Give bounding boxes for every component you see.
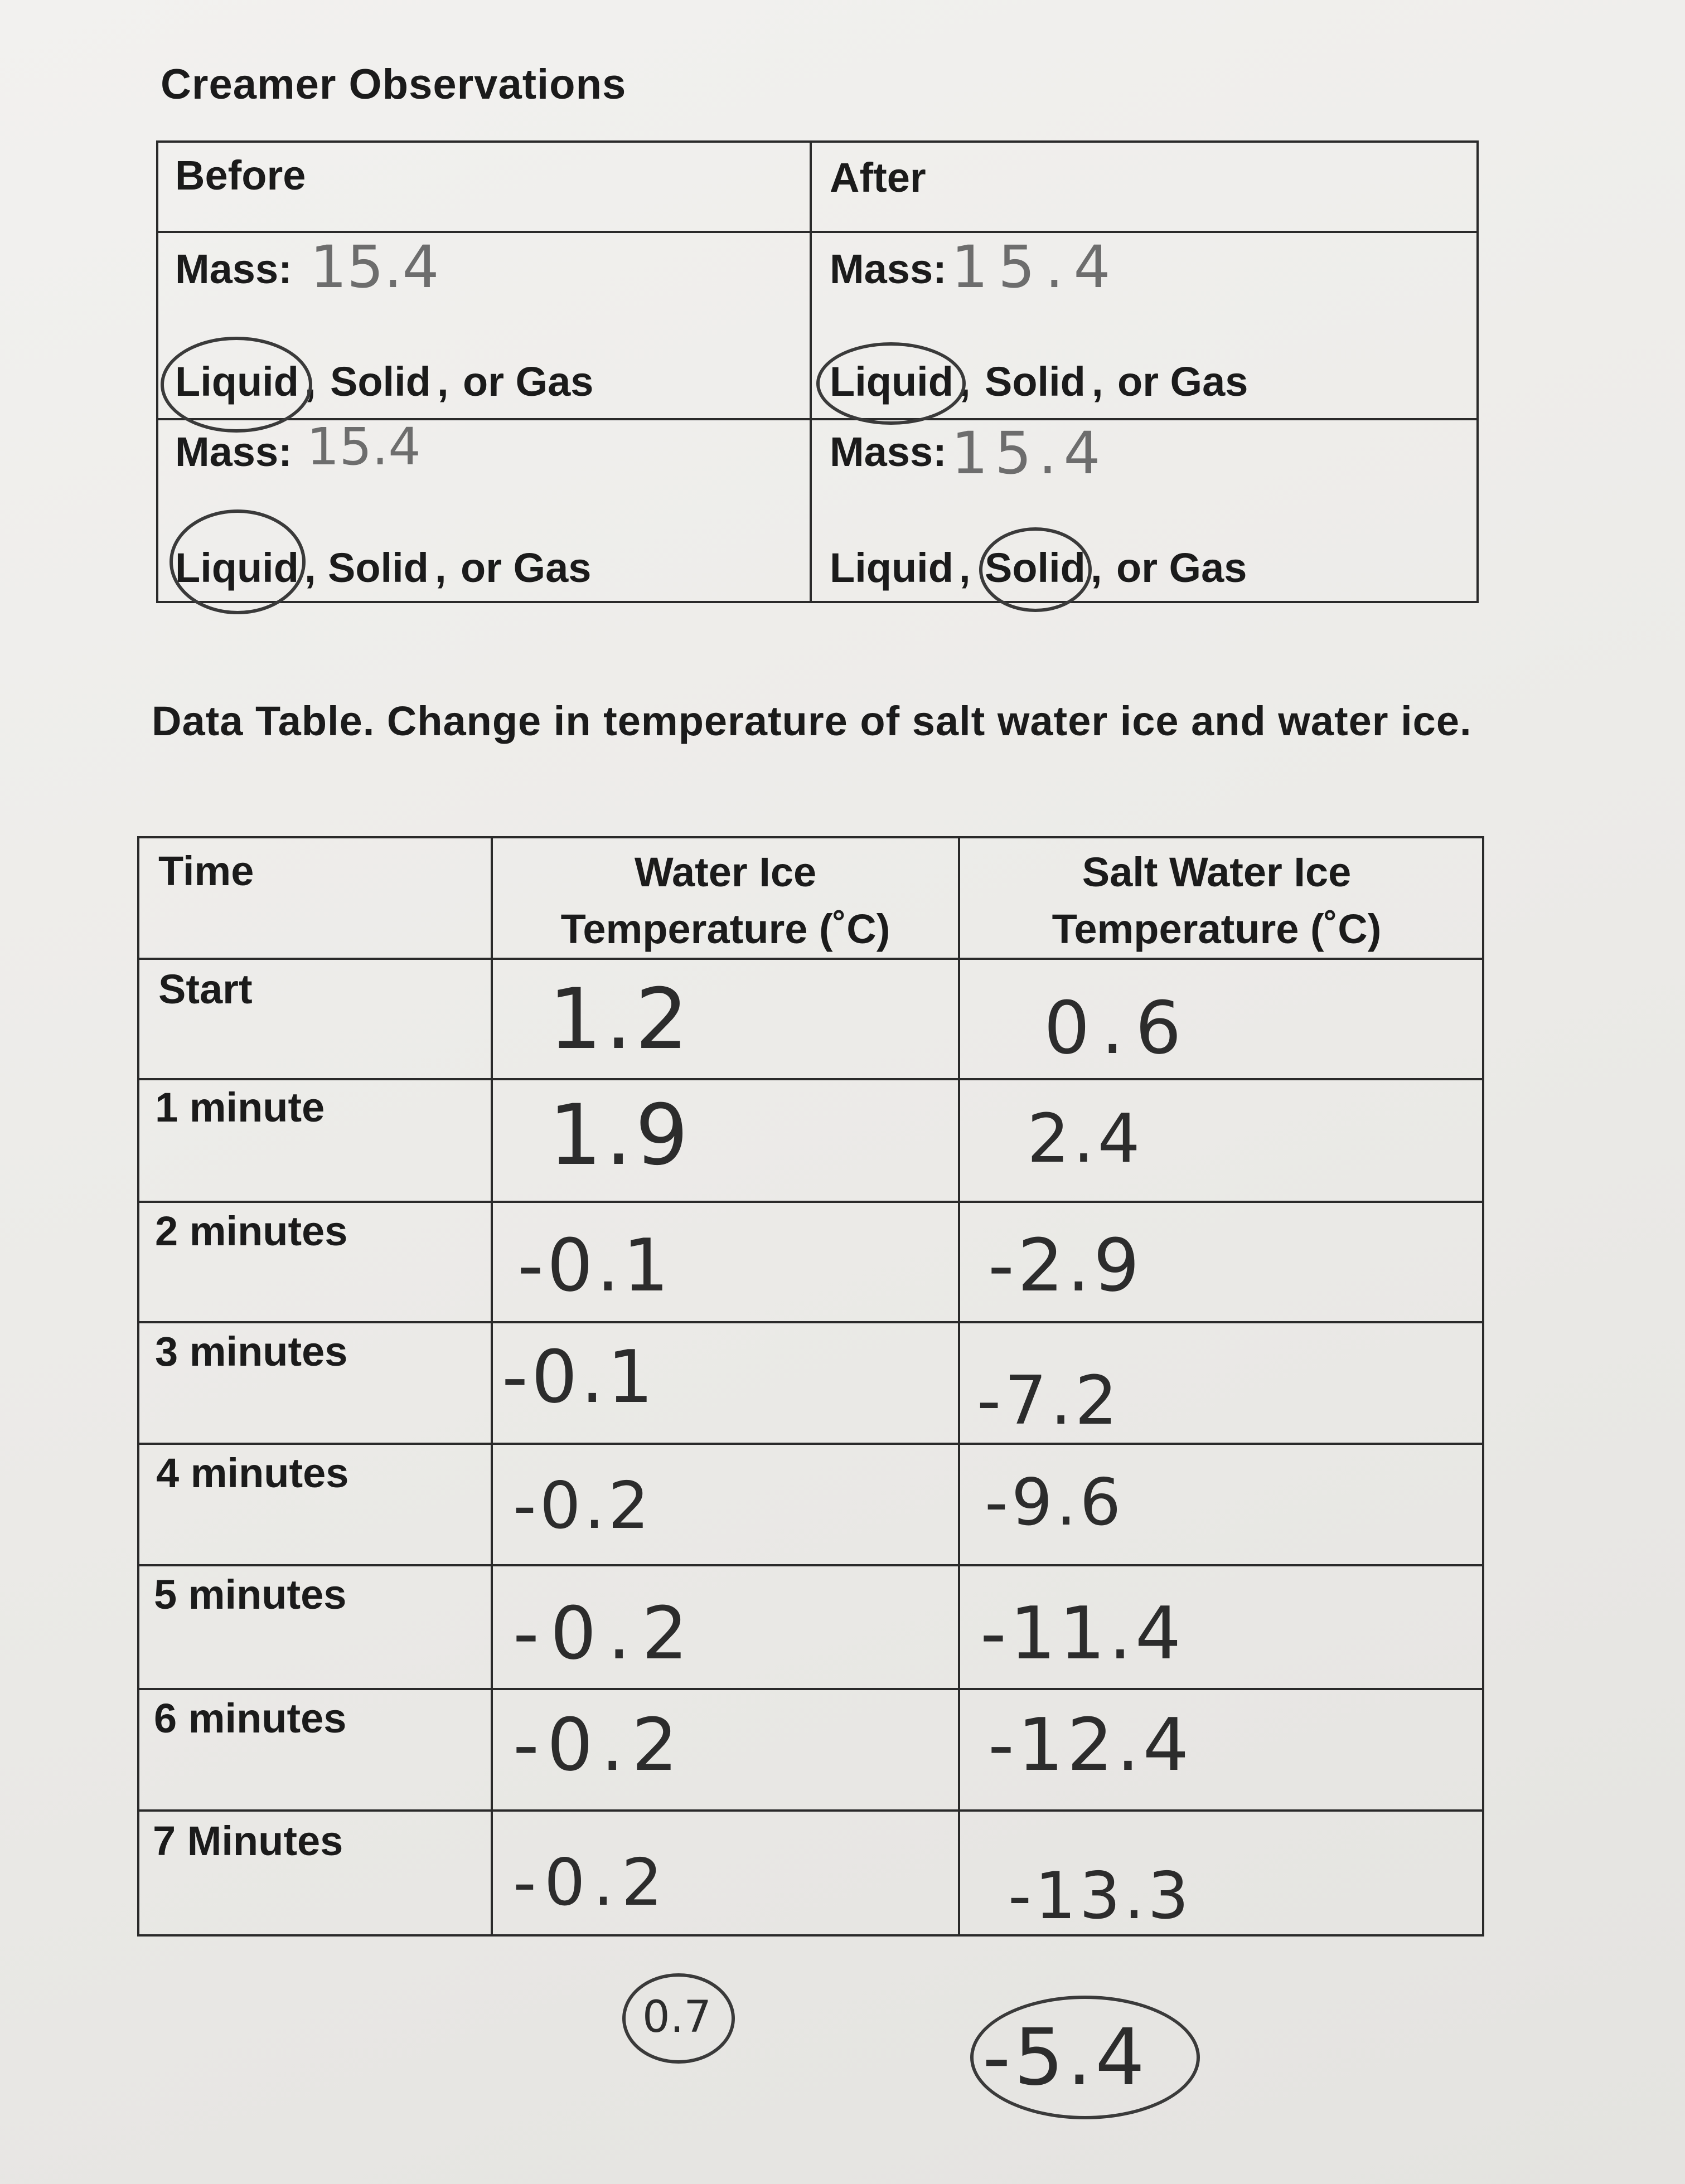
state-option-gas: or Gas xyxy=(1117,358,1248,405)
water-temp-cell xyxy=(492,1444,959,1565)
before-mass-value-2: 15.4 xyxy=(307,417,421,477)
comma: , xyxy=(435,545,447,591)
time-cell xyxy=(138,1079,492,1202)
comma: , xyxy=(959,545,971,591)
time-label: Start xyxy=(158,966,253,1012)
state-option-liquid: Liquid xyxy=(830,545,953,591)
water-temp-cell xyxy=(492,1565,959,1689)
salt-temp-value: -7.2 xyxy=(977,1362,1121,1440)
time-label: 3 minutes xyxy=(155,1328,348,1375)
salt-temp-value: -13.3 xyxy=(1008,1858,1193,1934)
after-header: After xyxy=(830,154,926,201)
salt-temp-value: 2.4 xyxy=(1027,1100,1144,1178)
state-option-gas: or Gas xyxy=(461,545,592,591)
comma: , xyxy=(959,358,971,405)
salt-temp-value: -11.4 xyxy=(980,1591,1185,1676)
time-cell xyxy=(138,1689,492,1811)
before-header-cell xyxy=(157,142,811,232)
salt-temp-value: -9.6 xyxy=(985,1465,1125,1540)
water-temp-value: -0.1 xyxy=(517,1223,672,1308)
salt-temp-cell xyxy=(959,1811,1483,1935)
state-option-liquid: Liquid xyxy=(175,358,299,405)
salt-header-line1: Salt Water Ice xyxy=(1082,849,1352,895)
time-cell xyxy=(138,1202,492,1322)
time-label: 5 minutes xyxy=(154,1571,347,1618)
water-temp-value: -0.2 xyxy=(513,1468,653,1544)
water-temp-value: 1.9 xyxy=(549,1087,692,1184)
salt-temp-value: 0.6 xyxy=(1044,986,1193,1070)
salt-header-line2: Temperature (˚C) xyxy=(1052,906,1382,952)
water-header-line2: Temperature (˚C) xyxy=(560,906,890,952)
salt-total-group xyxy=(970,1996,1204,2124)
comma: , xyxy=(1092,358,1103,405)
state-option-gas: or Gas xyxy=(463,358,594,405)
time-cell xyxy=(138,1444,492,1565)
water-temp-value: -0.1 xyxy=(502,1334,657,1419)
water-header-line1: Water Ice xyxy=(634,849,817,895)
time-cell xyxy=(138,959,492,1079)
comma: , xyxy=(304,358,316,405)
water-header-cell xyxy=(492,837,959,959)
time-cell xyxy=(138,1811,492,1935)
selected-solid-circle xyxy=(979,527,1092,612)
salt-temp-cell xyxy=(959,1444,1483,1565)
comma: , xyxy=(437,358,449,405)
water-temp-cell xyxy=(492,1079,959,1202)
water-temp-cell xyxy=(492,1322,959,1444)
after-header-cell xyxy=(811,142,1478,232)
data-table-caption: Data Table. Change in temperature of salt water ice and water ice. xyxy=(152,698,1472,744)
water-temp-cell xyxy=(492,959,959,1079)
salt-header-cell xyxy=(959,837,1483,959)
state-option-solid: Solid xyxy=(985,358,1086,405)
water-temp-value: -0.2 xyxy=(513,1591,699,1676)
temperature-table xyxy=(137,836,1484,1934)
state-option-solid: Solid xyxy=(330,358,431,405)
state-option-solid: Solid xyxy=(328,545,429,591)
water-temp-cell xyxy=(492,1689,959,1811)
mass-label: Mass: xyxy=(175,429,292,475)
salt-temp-cell xyxy=(959,1079,1483,1202)
mass-label: Mass: xyxy=(830,246,947,292)
selected-liquid-circle xyxy=(170,509,306,614)
creamer-row-1-after xyxy=(811,232,1478,419)
after-mass-value: 15.4 xyxy=(951,233,1121,301)
creamer-row-2-after xyxy=(811,419,1478,602)
water-temp-cell xyxy=(492,1811,959,1935)
selected-liquid-circle xyxy=(161,337,312,433)
salt-temp-cell xyxy=(959,959,1483,1079)
salt-temp-cell xyxy=(959,1689,1483,1811)
time-header-cell xyxy=(138,837,492,959)
time-label: 6 minutes xyxy=(154,1695,347,1741)
time-label: 2 minutes xyxy=(155,1208,348,1254)
water-temp-value: -0.2 xyxy=(513,1845,671,1920)
time-label: 7 Minutes xyxy=(153,1818,343,1864)
before-header: Before xyxy=(175,152,306,198)
selected-liquid-circle xyxy=(816,342,966,425)
water-temp-cell xyxy=(492,1202,959,1322)
mass-label: Mass: xyxy=(175,246,292,292)
time-header: Time xyxy=(158,848,254,894)
salt-temp-value: -12.4 xyxy=(988,1702,1193,1787)
state-option-gas: or Gas xyxy=(1116,545,1247,591)
salt-temp-value: -2.9 xyxy=(988,1223,1143,1308)
before-mass-value: 15.4 xyxy=(310,233,439,301)
water-temp-value: 1.2 xyxy=(549,971,692,1068)
time-cell xyxy=(138,1322,492,1444)
salt-temp-cell xyxy=(959,1322,1483,1444)
state-option-solid: Solid xyxy=(985,545,1086,591)
time-cell xyxy=(138,1565,492,1689)
time-label: 1 minute xyxy=(155,1084,325,1130)
salt-temp-cell xyxy=(959,1202,1483,1322)
after-mass-value-2: 15.4 xyxy=(951,419,1107,487)
water-total-value: 0.7 xyxy=(642,1992,712,2042)
creamer-row-2-before xyxy=(157,419,811,602)
comma: , xyxy=(1091,545,1102,591)
state-option-liquid: Liquid xyxy=(175,545,299,591)
time-label: 4 minutes xyxy=(156,1450,349,1496)
creamer-table xyxy=(156,140,1479,601)
creamer-title: Creamer Observations xyxy=(161,61,627,108)
creamer-row-1-before xyxy=(157,232,811,419)
state-option-liquid: Liquid xyxy=(830,358,953,405)
salt-temp-cell xyxy=(959,1565,1483,1689)
salt-total-value: -5.4 xyxy=(982,2012,1149,2103)
water-temp-value: -0.2 xyxy=(513,1702,686,1787)
comma: , xyxy=(304,545,316,591)
water-total-group xyxy=(622,1973,734,2062)
mass-label: Mass: xyxy=(830,429,947,475)
